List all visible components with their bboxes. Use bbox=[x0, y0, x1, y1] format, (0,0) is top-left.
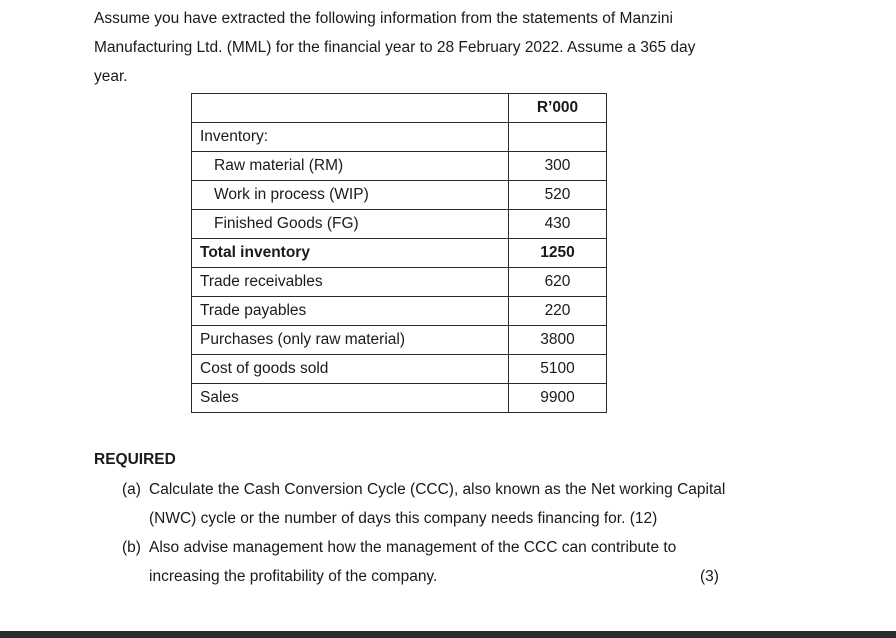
question-b-text bbox=[149, 533, 676, 591]
question-a-letter: (a) bbox=[122, 481, 141, 498]
bottom-border-bar bbox=[0, 631, 896, 638]
row-value: 300 bbox=[509, 152, 607, 181]
total-inventory-row bbox=[192, 239, 607, 268]
row-label: Purchases (only raw material) bbox=[192, 326, 509, 355]
row-label: Sales bbox=[192, 384, 509, 413]
row-label: Trade receivables bbox=[192, 268, 509, 297]
row-value bbox=[509, 123, 607, 152]
intro-line-1: Assume you have extracted the following information from the statements of Manzini bbox=[94, 10, 673, 27]
row-label: Cost of goods sold bbox=[192, 355, 509, 384]
header-value-cell: R’000 bbox=[509, 94, 607, 123]
table-row bbox=[192, 326, 607, 355]
table-row bbox=[192, 384, 607, 413]
intro-line-2: Manufacturing Ltd. (MML) for the financial year to 28 February 2022. Assume a 365 day bbox=[94, 39, 696, 56]
row-label: Inventory: bbox=[192, 123, 509, 152]
table-row bbox=[192, 297, 607, 326]
question-b-letter: (b) bbox=[122, 539, 141, 556]
row-label: Work in process (WIP) bbox=[192, 181, 509, 210]
row-value: 430 bbox=[509, 210, 607, 239]
table-row bbox=[192, 355, 607, 384]
question-a-line-1: Calculate the Cash Conversion Cycle (CCC), also known as the Net working Capital bbox=[149, 481, 726, 498]
question-b-marks: (3) bbox=[700, 568, 719, 585]
question-a-text bbox=[149, 475, 725, 533]
intro-line-3: year. bbox=[94, 68, 128, 85]
row-label: Finished Goods (FG) bbox=[192, 210, 509, 239]
table-row bbox=[192, 123, 607, 152]
question-b-line-1: Also advise management how the management of the CCC can contribute to bbox=[149, 539, 677, 556]
table-header-row bbox=[192, 94, 607, 123]
row-label: Total inventory bbox=[192, 239, 509, 268]
row-value: 3800 bbox=[509, 326, 607, 355]
table-row bbox=[192, 181, 607, 210]
question-b-line-2: increasing the profitability of the company. bbox=[149, 568, 438, 585]
row-value: 220 bbox=[509, 297, 607, 326]
table-row bbox=[192, 152, 607, 181]
row-value: 620 bbox=[509, 268, 607, 297]
row-label: Raw material (RM) bbox=[192, 152, 509, 181]
financial-data-table bbox=[191, 93, 607, 413]
question-a-line-2: (NWC) cycle or the number of days this company needs financing for. (12) bbox=[149, 510, 658, 527]
row-value: 5100 bbox=[509, 355, 607, 384]
row-value: 1250 bbox=[509, 239, 607, 268]
intro-paragraph bbox=[94, 4, 784, 91]
row-value: 520 bbox=[509, 181, 607, 210]
row-value: 9900 bbox=[509, 384, 607, 413]
row-label: Trade payables bbox=[192, 297, 509, 326]
table-row bbox=[192, 210, 607, 239]
header-label-cell bbox=[192, 94, 509, 123]
table-row bbox=[192, 268, 607, 297]
required-heading: REQUIRED bbox=[94, 451, 176, 468]
